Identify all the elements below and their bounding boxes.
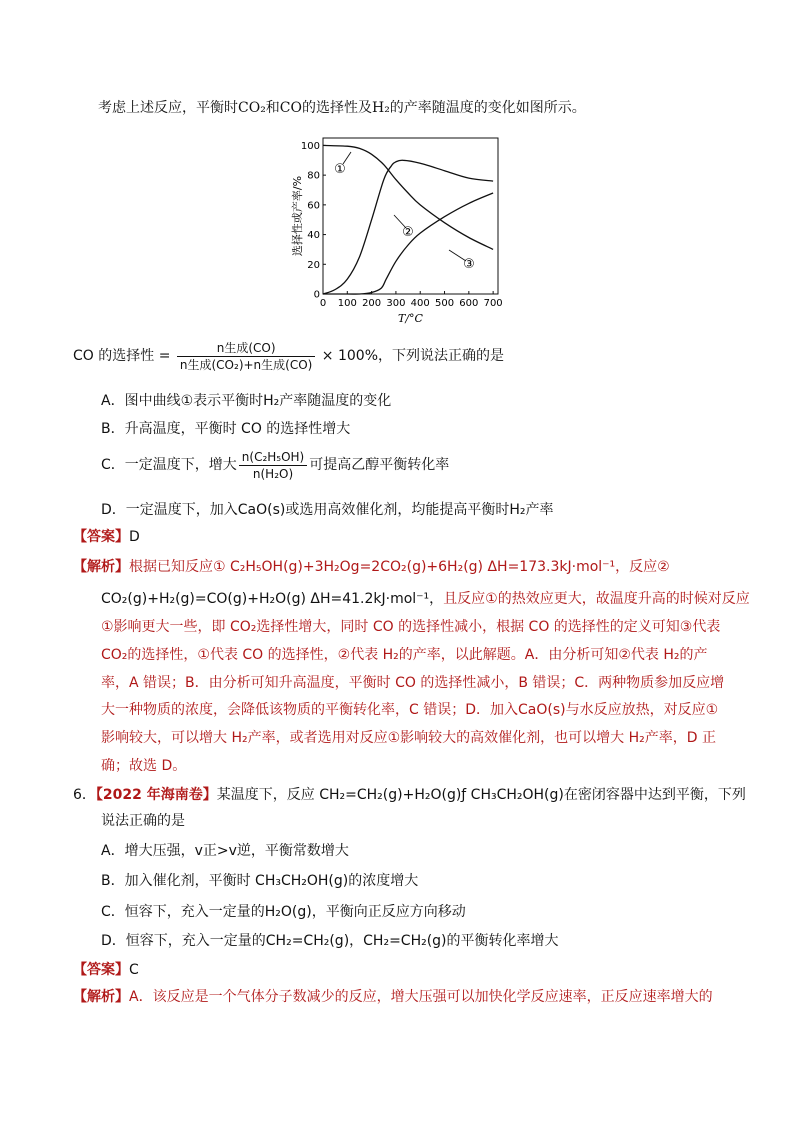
q5-answer-value: D (129, 529, 140, 545)
q5-analysis-text-2a: CO₂(g)+H₂(g)=CO(g)+H₂O(g) ΔH=41.2kJ·mol⁻¹， (101, 591, 444, 607)
q5-analysis-line-3: ①影响更大一些，即 CO₂选择性增大，同时 CO 的选择性减小，根据 CO 的选择性的定义可知③代表 (101, 619, 721, 635)
y-tick-label: 60 (307, 200, 320, 212)
q6-answer (73, 960, 139, 980)
q5-analysis-line-5: 率，A 错误；B．由分析可知升高温度，平衡时 CO 的选择性减小，B 错误；C．两种物质参加反应增 (101, 675, 725, 691)
q6-option-d: D．恒容下，充入一定量的CH₂=CH₂(g)，CH₂=CH₂(g)的平衡转化率增大 (101, 933, 559, 949)
q5-option-d: D．一定温度下，加入CaO(s)或选用高效催化剂，均能提高平衡时H₂产率 (101, 502, 554, 518)
q6-source: 【2022 年海南卷】 (95, 787, 217, 803)
q5-analysis-line-4: CO₂的选择性，①代表 CO 的选择性，②代表 H₂的产率，以此解题。A．由分析可知②代表 H₂的产 (101, 647, 708, 663)
q5-option-c (101, 447, 449, 483)
q5-answer (73, 527, 140, 547)
q6-analysis-line-1 (73, 987, 713, 1007)
definition-fraction (177, 340, 315, 373)
series-label-2: ② (402, 225, 414, 240)
definition-lhs: CO 的选择性 = (73, 348, 171, 364)
series-label-1: ① (334, 162, 346, 177)
q6-analysis-text-1: A．该反应是一个气体分子数减少的反应，增大压强可以加快化学反应速率，正反应速率增大的 (129, 989, 713, 1005)
q6-number: 6． (73, 787, 96, 803)
q5-analysis-tag: 【解析】 (73, 559, 129, 575)
q5-answer-tag: 【答案】 (73, 529, 129, 545)
x-tick-label: 400 (410, 298, 430, 309)
q5-option-c-den: n(H₂O) (252, 466, 294, 481)
y-tick-label: 40 (307, 230, 320, 242)
co-selectivity-definition (73, 338, 504, 374)
definition-numerator: n生成(CO) (177, 340, 315, 357)
series-line-3 (323, 193, 493, 294)
x-axis-label: T/°C (398, 312, 423, 325)
q5-option-c-post: 可提高乙醇平衡转化率 (309, 457, 450, 473)
q5-analysis-text-1: 根据已知反应① C₂H₅OH(g)+3H₂Og=2CO₂(g)+6H₂(g) ΔH=173.3kJ·mol⁻¹，反应② (129, 559, 670, 575)
q5-analysis-line-1 (73, 557, 670, 577)
q6-stem-line-2: 说法正确的是 (101, 813, 185, 829)
x-tick-label: 100 (337, 298, 357, 309)
q6-analysis-tag: 【解析】 (73, 989, 129, 1005)
q5-analysis-line-6: 大一种物质的浓度，会降低该物质的平衡转化率，C 错误；D．加入CaO(s)与水反应放热，对反应① (101, 702, 719, 718)
y-tick-label: 80 (307, 170, 320, 182)
intro-text: 考虑上述反应，平衡时CO₂和CO的选择性及H₂的产率随温度的变化如图所示。 (98, 100, 586, 116)
y-tick-label: 0 (313, 289, 320, 301)
x-tick-label: 600 (459, 298, 479, 309)
q5-analysis-text-2b: 且反应①的热效应更大，故温度升高的时候对反应 (443, 591, 750, 607)
q5-option-c-fraction (239, 449, 307, 482)
x-tick-label: 200 (362, 298, 382, 309)
q5-option-b: B．升高温度，平衡时 CO 的选择性增大 (101, 421, 351, 437)
y-tick-label: 20 (307, 259, 320, 271)
q6-option-a: A．增大压强，v正>v逆，平衡常数增大 (101, 843, 349, 859)
x-tick-label: 500 (434, 298, 455, 309)
q5-option-a: A．图中曲线①表示平衡时H₂产率随温度的变化 (101, 393, 392, 409)
q6-answer-value: C (129, 962, 139, 978)
q5-analysis-line-2 (101, 589, 750, 609)
chart (287, 128, 517, 326)
y-tick-label: 100 (300, 140, 320, 152)
q5-analysis-line-8: 确；故选 D。 (101, 758, 187, 774)
q6-stem-line-1 (73, 785, 746, 805)
q5-option-c-num: n(C₂H₅OH) (239, 449, 307, 466)
y-axis-label: 选择性或产率/% (291, 175, 304, 257)
q6-option-c: C．恒容下，充入一定量的H₂O(g)，平衡向正反应方向移动 (101, 904, 466, 920)
definition-tail: × 100%，下列说法正确的是 (321, 348, 505, 364)
q5-option-c-pre: C．一定温度下，增大 (101, 457, 237, 473)
x-tick-label: 700 (483, 298, 503, 309)
q5-analysis-line-7: 影响较大，可以增大 H₂产率，或者选用对反应①影响较大的高效催化剂，也可以增大 H₂产率，D 正 (101, 730, 716, 746)
x-tick-label: 0 (319, 298, 327, 309)
q6-answer-tag: 【答案】 (73, 962, 129, 978)
definition-denominator: n生成(CO₂)+n生成(CO) (179, 357, 313, 372)
series-label-3: ③ (463, 257, 475, 272)
q6-stem-text-1: 某温度下，反应 CH₂=CH₂(g)+H₂O(g)ƒ CH₃CH₂OH(g)在密闭容器中达到平衡，下列 (216, 787, 746, 803)
q6-option-b: B．加入催化剂，平衡时 CH₃CH₂OH(g)的浓度增大 (101, 873, 419, 889)
x-tick-label: 300 (386, 298, 406, 309)
